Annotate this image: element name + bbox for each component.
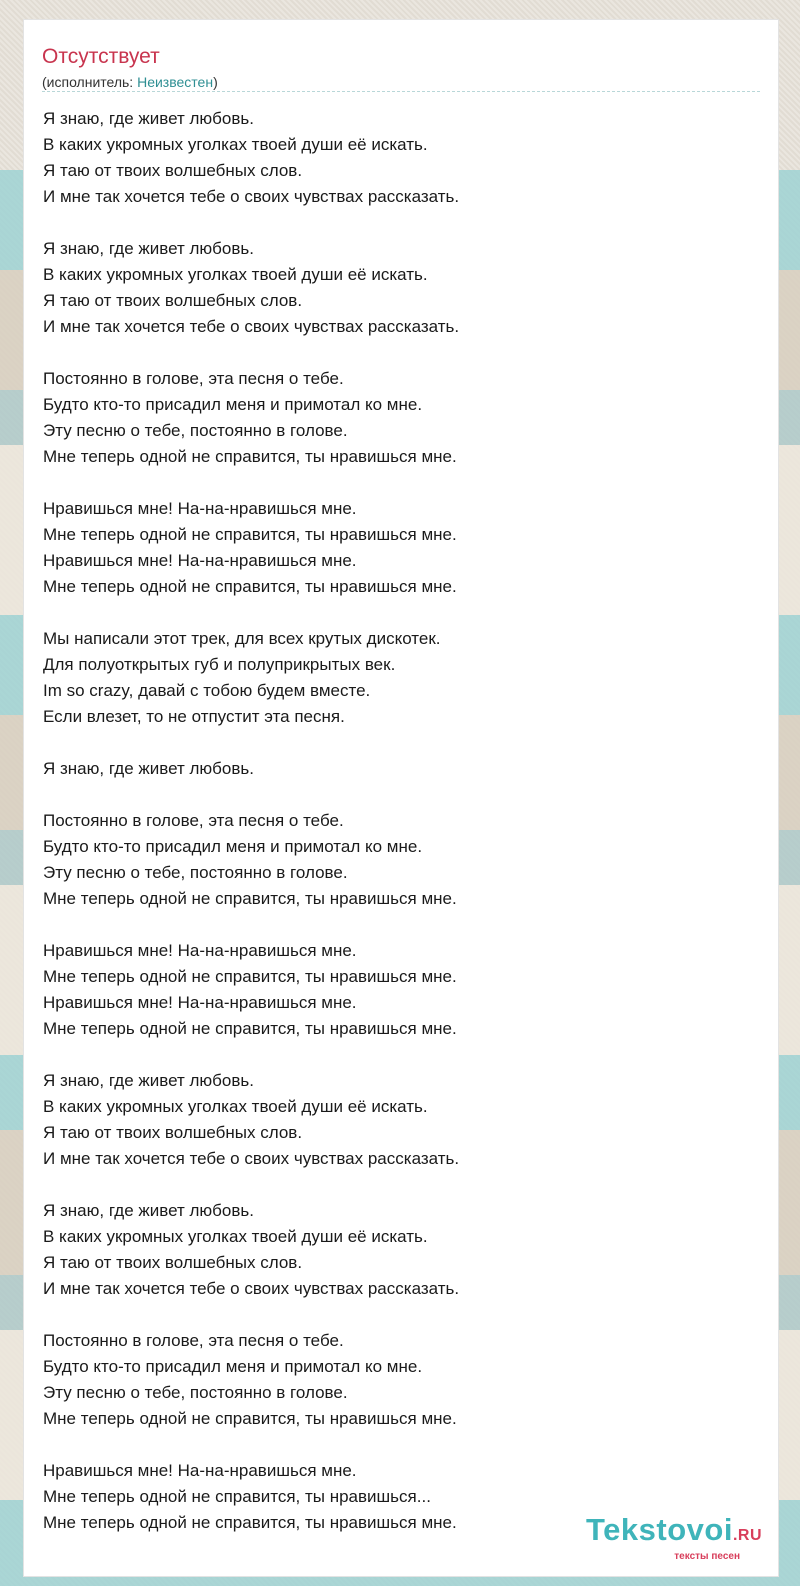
lyric-line: Нравишься мне! На-на-нравишься мне. — [43, 551, 357, 570]
lyric-line: И мне так хочется тебе о своих чувствах рассказать. — [43, 1149, 460, 1168]
lyric-line: Я знаю, где живет любовь. — [43, 109, 254, 128]
lyric-line: Мне теперь одной не справится, ты нравишься мне. — [43, 447, 457, 466]
song-title: Отсутствует — [42, 45, 160, 68]
title-divider — [42, 91, 760, 92]
lyric-line: Я таю от твоих волшебных слов. — [43, 161, 303, 180]
lyric-line: Я знаю, где живет любовь. — [43, 1071, 254, 1090]
lyric-line: Будто кто-то присадил меня и примотал ко мне. — [43, 1357, 423, 1376]
artist-link[interactable]: Неизвестен — [137, 74, 214, 90]
stanza-break — [43, 1432, 763, 1458]
lyric-line: Я таю от твоих волшебных слов. — [43, 1123, 303, 1142]
lyric-line: Мне теперь одной не справится, ты нравишься мне. — [43, 525, 457, 544]
lyrics-card — [24, 20, 778, 1576]
lyric-line: Постоянно в голове, эта песня о тебе. — [43, 1331, 344, 1350]
artist-line — [42, 73, 218, 91]
lyric-line: Я таю от твоих волшебных слов. — [43, 1253, 303, 1272]
lyric-line: Будто кто-то присадил меня и примотал ко мне. — [43, 837, 423, 856]
lyric-line: Если влезет, то не отпустит эта песня. — [43, 707, 345, 726]
lyric-line: И мне так хочется тебе о своих чувствах рассказать. — [43, 317, 460, 336]
lyric-line: Мы написали этот трек, для всех крутых дискотек. — [43, 629, 441, 648]
stanza-break — [43, 1302, 763, 1328]
lyric-line: В каких укромных уголках твоей души её искать. — [43, 265, 428, 284]
stanza-break — [43, 210, 763, 236]
artist-suffix: ) — [213, 74, 218, 90]
stanza-break — [43, 730, 763, 756]
stanza-break — [43, 912, 763, 938]
lyric-line: Мне теперь одной не справится, ты нравишься мне. — [43, 577, 457, 596]
lyric-line: В каких укромных уголках твоей души её искать. — [43, 1097, 428, 1116]
lyric-line: Постоянно в голове, эта песня о тебе. — [43, 811, 344, 830]
stanza-break — [43, 1172, 763, 1198]
lyric-line: В каких укромных уголках твоей души её искать. — [43, 135, 428, 154]
lyric-line: Мне теперь одной не справится, ты нравишься мне. — [43, 967, 457, 986]
site-logo[interactable] — [586, 1514, 762, 1562]
lyric-line: Мне теперь одной не справится, ты нравишься мне. — [43, 889, 457, 908]
stanza-break — [43, 340, 763, 366]
lyric-line: Мне теперь одной не справится, ты нравишься мне. — [43, 1409, 457, 1428]
stanza-break — [43, 782, 763, 808]
lyric-line: Я знаю, где живет любовь. — [43, 1201, 254, 1220]
lyric-line: И мне так хочется тебе о своих чувствах рассказать. — [43, 187, 460, 206]
lyric-line: Постоянно в голове, эта песня о тебе. — [43, 369, 344, 388]
logo-tagline: тексты песен — [674, 1551, 740, 1562]
lyric-line: В каких укромных уголках твоей души её искать. — [43, 1227, 428, 1246]
lyric-line: Мне теперь одной не справится, ты нравишься... — [43, 1487, 431, 1506]
artist-prefix: (исполнитель: — [42, 74, 138, 90]
lyric-line: Нравишься мне! На-на-нравишься мне. — [43, 993, 357, 1012]
stanza-break — [43, 600, 763, 626]
lyric-line: Эту песню о тебе, постоянно в голове. — [43, 863, 348, 882]
lyric-line: Im so crazy, давай с тобою будем вместе. — [43, 681, 371, 700]
lyric-line: Мне теперь одной не справится, ты нравишься мне. — [43, 1513, 457, 1532]
lyric-line: Для полуоткрытых губ и полуприкрытых век. — [43, 655, 396, 674]
lyric-line: Нравишься мне! На-на-нравишься мне. — [43, 1461, 357, 1480]
lyric-line: Мне теперь одной не справится, ты нравишься мне. — [43, 1019, 457, 1038]
lyric-line: Будто кто-то присадил меня и примотал ко мне. — [43, 395, 423, 414]
lyric-line: Я знаю, где живет любовь. — [43, 759, 254, 778]
stanza-break — [43, 470, 763, 496]
lyric-line: Нравишься мне! На-на-нравишься мне. — [43, 941, 357, 960]
lyric-line: Эту песню о тебе, постоянно в голове. — [43, 1383, 348, 1402]
logo-tld: .RU — [732, 1527, 762, 1544]
stanza-break — [43, 1042, 763, 1068]
lyric-line: И мне так хочется тебе о своих чувствах рассказать. — [43, 1279, 460, 1298]
lyrics-text — [43, 106, 763, 1536]
lyric-line: Эту песню о тебе, постоянно в голове. — [43, 421, 348, 440]
lyric-line: Я таю от твоих волшебных слов. — [43, 291, 303, 310]
lyric-line: Я знаю, где живет любовь. — [43, 239, 254, 258]
logo-name: Tekstovoi — [586, 1512, 733, 1547]
lyric-line: Нравишься мне! На-на-нравишься мне. — [43, 499, 357, 518]
